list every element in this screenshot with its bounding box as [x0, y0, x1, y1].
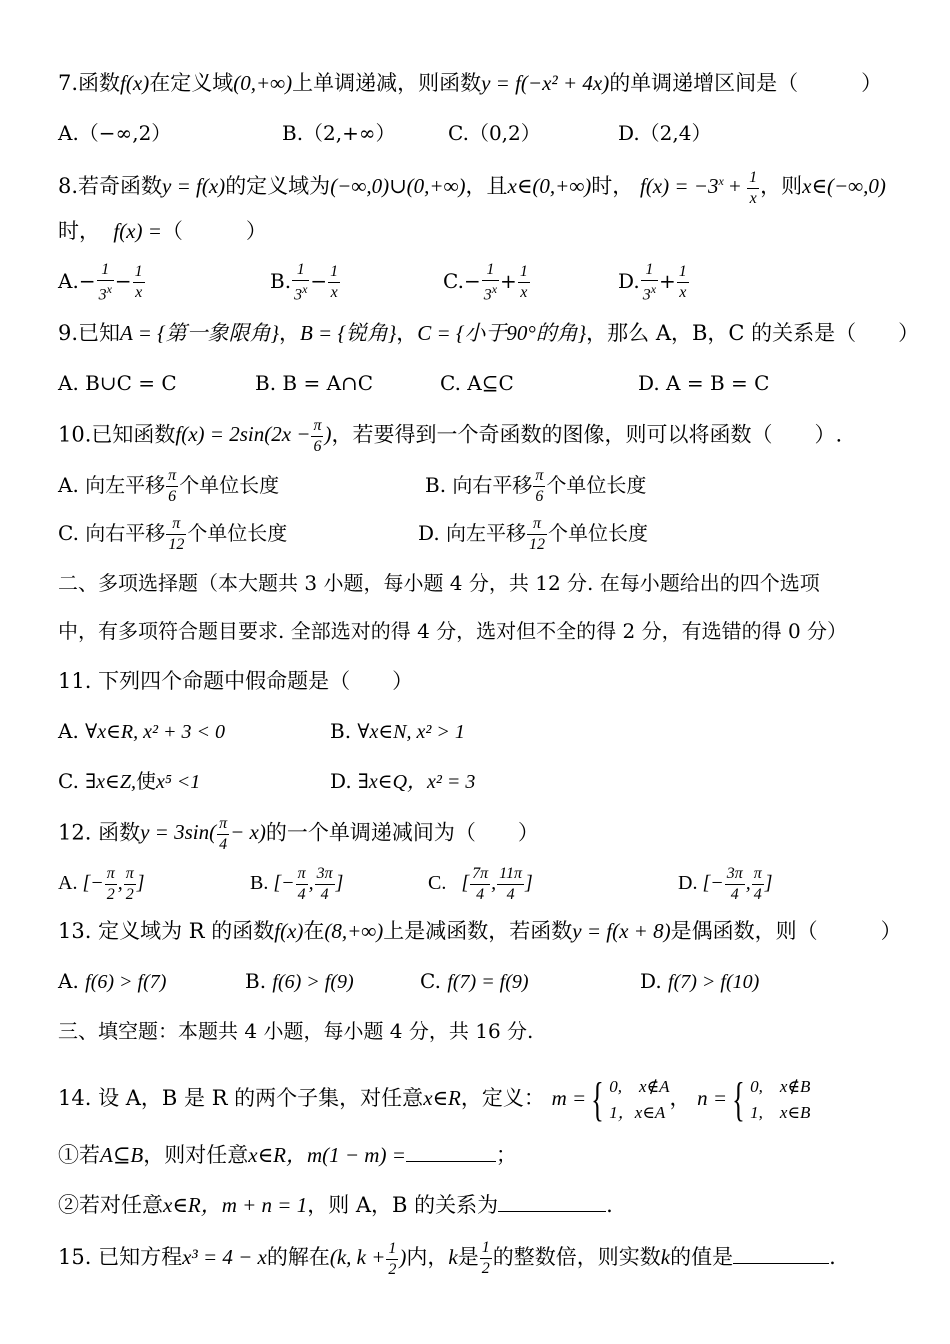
- q8-option-c-label: C.: [443, 269, 464, 294]
- q8-minus: −: [463, 269, 481, 294]
- q8-expr-plus: +: [729, 174, 741, 198]
- q12-frac: [217, 816, 229, 853]
- q8-frac-den: x: [330, 284, 338, 302]
- q15-frac: [386, 1241, 398, 1278]
- q9-text: 9.已知: [58, 321, 121, 345]
- q12-den: 2: [125, 886, 134, 903]
- q10-opt-frac: [166, 516, 186, 553]
- q12-bracket: ]: [764, 872, 773, 895]
- q12-frac: [315, 866, 335, 903]
- q10-opt-frac: [166, 468, 178, 505]
- q11-stem: 11. 下列四个命题中假命题是（ ）: [58, 669, 414, 693]
- q12-option-d[interactable]: [678, 866, 773, 903]
- q11-option-expr: ∀x∈R, x² + 3 < 0: [85, 721, 226, 743]
- q8-frac-num: 1: [328, 264, 340, 283]
- q13-text: 在: [303, 919, 325, 943]
- q8-option-d-label: D.: [618, 269, 640, 294]
- q7-text: 上单调递减，则函数: [292, 71, 482, 95]
- q12-option-label: D.: [678, 872, 698, 895]
- q10-text: 10.已知函数: [58, 422, 176, 447]
- q7-option-d[interactable]: D.（2,4）: [618, 121, 712, 145]
- q10-stem: [58, 418, 842, 455]
- q14-m-definition: [551, 1073, 670, 1126]
- q9-text: ，: [396, 321, 418, 345]
- q10-text: ，若要得到一个奇函数的图像，则可以将函数（ ）.: [331, 422, 843, 447]
- q7-text: 的单调递增区间是（ ）: [609, 71, 883, 95]
- q9-option-d[interactable]: D. A = B = C: [638, 371, 770, 395]
- q15-text: 的整数倍，则实数: [492, 1245, 661, 1269]
- q14-text: 14. 设 A，B 是 R 的两个子集，对任意: [58, 1085, 424, 1110]
- q8-plus: +: [500, 269, 517, 294]
- left-brace-icon: {: [591, 1073, 605, 1126]
- q12-bracket: ]: [136, 872, 145, 895]
- q13-option-label: A.: [58, 969, 79, 993]
- q14-text: ，定义：: [460, 1085, 545, 1110]
- q12-option-c[interactable]: [428, 866, 533, 903]
- q13-option-c[interactable]: [420, 968, 529, 995]
- q10-frac: [311, 418, 323, 455]
- q13-option-b[interactable]: [245, 968, 354, 995]
- q12-option-a[interactable]: [58, 866, 145, 903]
- q8-frac-den: 3: [98, 286, 107, 304]
- q8-frac: [677, 264, 689, 301]
- q8-frac-sup: x: [650, 282, 657, 296]
- q12-num: π: [217, 816, 229, 835]
- q12-stem: [58, 816, 539, 853]
- q11-option-expr: x⁵ <1: [155, 771, 201, 793]
- q14-m-row1: 0, x∉A: [609, 1077, 670, 1096]
- q10-function: [175, 417, 332, 455]
- q12-frac: [470, 866, 490, 903]
- q14-condition: x∈R: [423, 1085, 461, 1110]
- q8-text: ，则: [760, 174, 803, 198]
- q14-sub1: [58, 1142, 517, 1168]
- q8-option-b[interactable]: [270, 262, 341, 303]
- q14-text: .: [606, 1193, 613, 1217]
- q8-text: ，且: [465, 174, 508, 198]
- q12-option-b[interactable]: [250, 866, 343, 903]
- q10-option-d[interactable]: [418, 516, 648, 553]
- q14-sub2-expr: x∈R，m + n = 1: [163, 1193, 308, 1217]
- q8-function: y = f(x): [162, 174, 226, 198]
- q14-text: ，: [669, 1085, 691, 1110]
- q8-option-a-label: A.: [58, 269, 79, 294]
- q12-frac: [497, 866, 524, 903]
- q12-den: 4: [753, 886, 762, 903]
- q12-frac: [725, 866, 745, 903]
- q9-option-b[interactable]: B. B = A∩C: [255, 371, 374, 395]
- q12-neg: −: [281, 872, 295, 895]
- q8-expr-left: f(x) = −3: [639, 174, 719, 198]
- q15-stem: [58, 1240, 836, 1278]
- q12-fn-tail: − x): [230, 820, 266, 845]
- q12-sep: ,: [491, 872, 497, 895]
- q13-option-expr: f(6) > f(9): [272, 971, 354, 993]
- q7-option-b[interactable]: B.（2,+∞）: [282, 121, 396, 145]
- q13-option-a[interactable]: [58, 968, 166, 995]
- q13-interval: (8,+∞): [324, 919, 384, 943]
- q15-int-a: (k, k +: [329, 1245, 386, 1269]
- q11-option-d[interactable]: [330, 768, 475, 795]
- q15-den: 2: [388, 1260, 397, 1278]
- q14-text: ②若对任意: [58, 1193, 163, 1217]
- q8-frac-den: 3: [294, 286, 303, 304]
- q12-num: π: [105, 866, 117, 885]
- q8-minus: −: [310, 269, 328, 294]
- q8-minus: −: [78, 269, 96, 294]
- q9-set-b: B = {锐角}: [299, 321, 397, 345]
- q8-condition: x∈(0,+∞): [507, 174, 592, 198]
- q9-text: ，那么 A，B，C 的关系是（ ）: [586, 321, 920, 345]
- q15-num: 1: [386, 1241, 398, 1260]
- q10-opt-post: 个单位长度: [179, 473, 280, 497]
- q13-stem: [58, 918, 902, 944]
- q8-expression: [639, 168, 760, 207]
- q12-sep: ,: [117, 872, 123, 895]
- q12-frac: [296, 866, 308, 903]
- q15-k: k: [660, 1245, 671, 1269]
- q15-text: .: [829, 1245, 836, 1269]
- q8-expr-sup: x: [718, 174, 724, 188]
- section3-heading: 三、填空题：本题共 4 小题，每小题 4 分，共 16 分.: [58, 1019, 534, 1043]
- q7-fx: f(x): [120, 71, 150, 95]
- q12-function: [140, 815, 266, 853]
- q15-answer-blank[interactable]: [733, 1245, 829, 1264]
- section2-heading-line2: 中，有多项符合题目要求. 全部选对的得 4 分，选对但不全的得 2 分，有选错的得 0 分）: [58, 619, 848, 643]
- q12-frac: [124, 866, 136, 903]
- q10-opt-num: π: [166, 516, 186, 535]
- q15-text: 内，: [406, 1245, 449, 1269]
- q13-text: 是偶函数，则（ ）: [670, 919, 902, 943]
- q12-sep: ,: [308, 872, 314, 895]
- q12-text: 12. 函数: [58, 820, 141, 845]
- q13-text: 上是减函数，若函数: [383, 919, 573, 943]
- q12-frac: [752, 866, 764, 903]
- q7-text: 7.函数: [58, 71, 121, 95]
- section2-heading-line1: 二、多项选择题（本大题共 3 小题，每小题 4 分，共 12 分. 在每小题给出的四个选项: [58, 571, 820, 595]
- q8-frac-num: 1: [292, 262, 309, 281]
- q8-text: （ ）: [161, 219, 267, 243]
- q7-function: y = f(−x² + 4x): [481, 71, 610, 95]
- q11-option-expr: ∃x∈Z,: [85, 771, 136, 793]
- q8-frac-sup: x: [302, 282, 308, 296]
- q8-expr-fraction: [747, 170, 759, 207]
- q14-m-row2: 1，x∈A: [609, 1103, 666, 1122]
- q8-frac-sup: x: [106, 282, 112, 296]
- q12-bracket: [: [82, 872, 91, 895]
- q12-den: 4: [219, 836, 228, 853]
- q14-answer-blank-1[interactable]: [406, 1143, 496, 1162]
- q12-bracket: [: [461, 872, 470, 895]
- q8-option-a[interactable]: [58, 262, 146, 303]
- q8-frac: [97, 262, 114, 303]
- q15-equation: x³ = 4 − x: [182, 1245, 267, 1269]
- q8-text: 8.若奇函数: [58, 174, 163, 198]
- q10-option-b[interactable]: [425, 468, 646, 505]
- q13-option-expr: f(7) > f(10): [668, 971, 760, 993]
- q8-frac-den: 3: [483, 286, 492, 304]
- q9-stem: [58, 320, 919, 346]
- q8-frac: [133, 264, 145, 301]
- q10-opt-frac: [527, 516, 547, 553]
- q12-num: 3π: [725, 866, 745, 885]
- q10-option-a[interactable]: [58, 468, 279, 505]
- q8-stem-line2: [58, 218, 267, 244]
- q14-sub1-condition: A⊆B: [100, 1143, 144, 1167]
- q14-text: ；: [495, 1143, 517, 1167]
- q12-option-label: A.: [58, 872, 78, 895]
- q10-opt-pre: C. 向右平移: [58, 521, 166, 545]
- q12-den: 4: [506, 886, 515, 903]
- q12-num: π: [296, 866, 308, 885]
- q12-bracket: ]: [335, 872, 344, 895]
- q10-opt-post: 个单位长度: [546, 473, 647, 497]
- q15-text: 的解在: [266, 1245, 330, 1269]
- q8-option-d[interactable]: [618, 262, 690, 303]
- q12-den: 2: [106, 886, 115, 903]
- q15-interval: [329, 1239, 407, 1278]
- q12-num: π: [752, 866, 764, 885]
- q8-expr-den: x: [749, 189, 757, 207]
- q14-n-definition: [697, 1073, 811, 1126]
- q12-bracket: ]: [524, 872, 533, 895]
- left-brace-icon: {: [732, 1073, 745, 1126]
- q8-frac-den: x: [135, 284, 143, 302]
- q8-fx: f(x) =: [113, 219, 162, 243]
- q12-num: 11π: [497, 866, 524, 885]
- q10-num: π: [311, 418, 323, 437]
- q8-frac-num: 1: [677, 264, 689, 283]
- q12-sep: ,: [745, 872, 751, 895]
- q10-opt-pre: B. 向右平移: [425, 473, 533, 497]
- q15-text: 的值是: [670, 1245, 734, 1269]
- q13-option-label: B.: [245, 969, 267, 993]
- q8-frac-num: 1: [641, 262, 658, 281]
- q14-n-row2: 1, x∈B: [750, 1103, 811, 1122]
- q12-frac: [105, 866, 117, 903]
- q7-option-c[interactable]: C.（0,2）: [448, 121, 541, 145]
- q8-domain: (−∞,0)∪(0,+∞): [330, 174, 466, 198]
- q9-set-a: A = {第一象限角}: [120, 321, 279, 345]
- q11-option-expr: ∀x∈N, x² > 1: [357, 721, 465, 743]
- q12-den: 4: [730, 886, 739, 903]
- q15-text: 15. 已知方程: [58, 1245, 183, 1269]
- q8-frac-den: x: [679, 284, 687, 302]
- q9-option-c[interactable]: C. A⊆C: [440, 371, 514, 395]
- q12-text: 的一个单调递减间为（ ）: [265, 820, 539, 845]
- q8-option-b-label: B.: [270, 269, 292, 294]
- q12-den: 4: [320, 886, 329, 903]
- q14-n-eq: n =: [697, 1085, 728, 1110]
- q13-fx: f(x): [274, 919, 304, 943]
- q14-stem: [58, 1074, 810, 1126]
- q12-neg: −: [90, 872, 104, 895]
- q10-opt-num: π: [527, 516, 547, 535]
- q14-answer-blank-2[interactable]: [498, 1193, 606, 1212]
- q8-frac-num: 1: [133, 264, 145, 283]
- q7-option-a[interactable]: A.（−∞,2）: [58, 121, 172, 145]
- q12-bracket: [: [702, 872, 711, 895]
- q9-text: ，: [278, 321, 300, 345]
- q10-opt-den: 6: [168, 488, 177, 505]
- q13-function: y = f(x + 8): [572, 919, 671, 943]
- q8-stem: [58, 168, 886, 207]
- q13-option-expr: f(7) = f(9): [447, 971, 529, 993]
- q14-text: ，则对任意: [143, 1143, 249, 1167]
- q14-sub1-expr: x∈R，m(1 − m) =: [248, 1143, 406, 1167]
- q13-option-label: D.: [640, 969, 662, 993]
- q12-num: π: [124, 866, 136, 885]
- q10-opt-pre: D. 向左平移: [418, 521, 527, 545]
- q8-frac: [292, 262, 309, 303]
- q8-frac-den: 3: [642, 286, 651, 304]
- q10-opt-num: π: [533, 468, 545, 487]
- q13-text: 13. 定义域为 R 的函数: [58, 919, 275, 943]
- q12-den: 4: [297, 886, 306, 903]
- q8-text: 时，: [58, 219, 100, 243]
- q10-opt-den: 12: [168, 536, 185, 553]
- q12-num: 7π: [470, 866, 490, 885]
- q7-stem: [58, 70, 882, 96]
- q8-plus: +: [659, 269, 676, 294]
- q12-neg: −: [710, 872, 724, 895]
- q10-opt-post: 个单位长度: [187, 521, 288, 545]
- q13-option-d[interactable]: [640, 968, 759, 995]
- q14-sub2: [58, 1192, 613, 1218]
- q10-fn: f(x) = 2sin(2x −: [175, 422, 311, 447]
- q8-frac-num: 1: [97, 262, 114, 281]
- q14-text: ①若: [58, 1143, 100, 1167]
- q11-option-c[interactable]: [58, 768, 200, 795]
- q12-den: 4: [476, 886, 485, 903]
- q11-option-b[interactable]: [330, 718, 465, 745]
- q14-text: ，则 A，B 的关系为: [307, 1193, 499, 1217]
- q10-opt-den: 12: [529, 536, 546, 553]
- q15-den: 2: [481, 1260, 490, 1277]
- q12-bracket: [: [273, 872, 282, 895]
- q13-option-expr: f(6) > f(7): [85, 971, 167, 993]
- q14-m-eq: m =: [551, 1085, 587, 1110]
- q10-opt-pre: A. 向左平移: [58, 473, 166, 497]
- q8-frac-den: x: [520, 284, 528, 302]
- q12-fn: y = 3sin(: [140, 820, 217, 845]
- q10-opt-num: π: [166, 468, 178, 487]
- q7-domain: (0,+∞): [233, 71, 293, 95]
- q13-option-label: C.: [420, 969, 441, 993]
- q8-frac: [482, 262, 499, 303]
- q14-n-row1: 0, x∉B: [750, 1077, 811, 1096]
- q10-opt-frac: [533, 468, 545, 505]
- q8-condition-2: x∈(−∞,0): [802, 174, 886, 198]
- q7-text: 在定义域: [149, 71, 234, 95]
- q11-option-label: D.: [330, 769, 352, 793]
- q8-text: 时，: [591, 174, 634, 198]
- q10-option-c[interactable]: [58, 516, 287, 553]
- q8-option-c[interactable]: [443, 262, 531, 303]
- q15-int-b: ): [399, 1245, 407, 1269]
- q8-frac: [518, 264, 530, 301]
- q10-opt-den: 6: [535, 488, 544, 505]
- q10-den: 6: [313, 438, 322, 455]
- q10-opt-post: 个单位长度: [548, 521, 649, 545]
- q15-k: k: [448, 1245, 458, 1269]
- q9-option-a[interactable]: A. B∪C = C: [58, 371, 177, 395]
- q11-option-expr: ∃x∈Q，x² = 3: [358, 771, 476, 793]
- q8-minus: −: [114, 269, 132, 294]
- q15-text: 是: [457, 1245, 479, 1269]
- q11-option-label: B.: [330, 719, 352, 743]
- q8-frac-num: 1: [518, 264, 530, 283]
- q11-option-a[interactable]: [58, 718, 225, 745]
- q15-num: 1: [480, 1240, 492, 1259]
- q10-close: ): [324, 422, 332, 447]
- q12-option-label: B.: [250, 872, 269, 895]
- q8-frac: [641, 262, 658, 303]
- q8-frac-sup: x: [491, 282, 498, 296]
- q9-set-c: C = {小于90°的角}: [417, 321, 587, 345]
- q11-option-text: 使: [135, 769, 156, 793]
- q8-expr-num: 1: [747, 170, 759, 189]
- q8-text: 的定义域为: [225, 174, 331, 198]
- q11-option-label: C.: [58, 769, 79, 793]
- q15-frac-2: [480, 1240, 492, 1277]
- q8-frac: [328, 264, 340, 301]
- q12-num: 3π: [315, 866, 335, 885]
- q11-option-label: A.: [58, 719, 79, 743]
- q8-frac-num: 1: [482, 262, 499, 281]
- q12-option-label: C.: [428, 872, 447, 895]
